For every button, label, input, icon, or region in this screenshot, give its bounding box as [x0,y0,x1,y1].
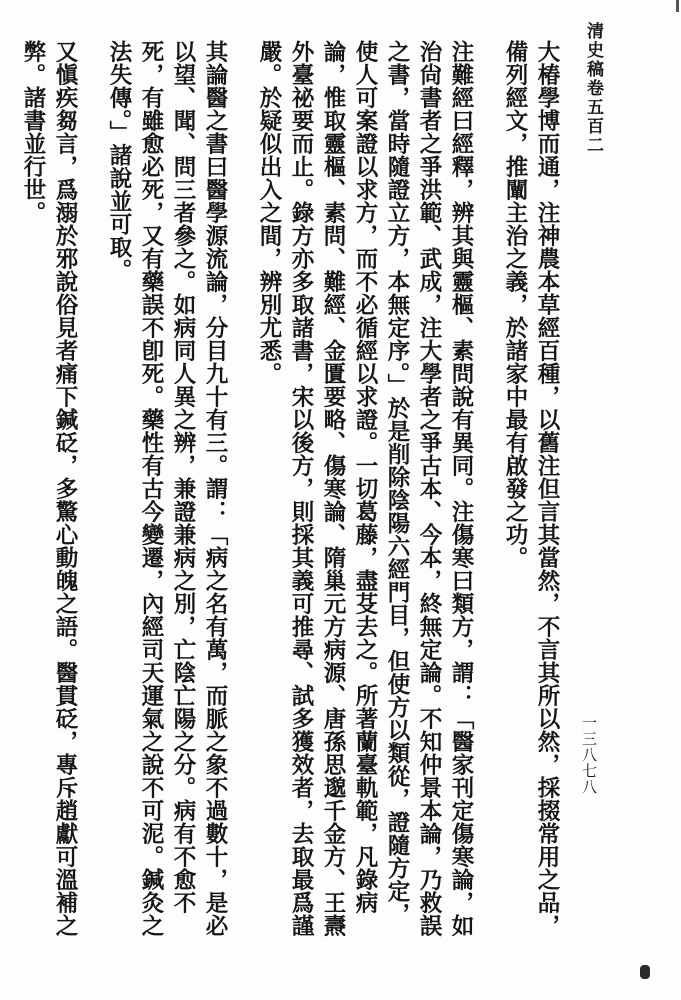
page-number: 一三八七八 [580,715,598,795]
paragraph-2: 注難經曰經釋，辨其與靈樞、素問說有異同。注傷寒曰類方，謂：「醫家刊定傷寒論，如治尙書者之爭洪範、武成，注大學者之爭古本、今本，終無定論。不知仲景本論，乃救誤之書，當時隨證立方，本無定序。」於是削除陰陽六經門目，但使方以類從，證隨方定，使人可案證以求方，而不必循經以求證。一切葛藤，盡芟去之。所著蘭臺軌範，凡錄病論，惟取靈樞、素問、難經、金匱要略、傷寒論、隋巢元方病源、唐孫思邈千金方、王燾外臺祕要而止。錄方亦多取諸書，宋以後方，則採其義可推尋、試多獲效者，去取最爲謹嚴。於疑似出入之間，辨別尤悉。 [256,40,474,937]
paragraph-4: 又愼疾芻言，爲溺於邪說俗見者痛下鍼砭，多驚心動魄之語。醫貫砭，專斥趙獻可溫補之弊。諸書並行世。 [20,40,78,937]
paragraph-3: 其論醫之書曰醫學源流論，分目九十有三。謂：「病之名有萬，而脈之象不過數十，是必以望、聞、問三者參之。如病同人異之辨，兼證兼病之別，亡陰亡陽之分。病有不愈不死，有雖愈必死，又有藥誤不卽死。藥性有古今變遷，內經司天運氣之說不可泥。鍼灸之法失傳。」諸說並可取。 [106,40,228,937]
paragraph-1: 大椿學博而通，注神農本草經百種，以舊注但言其當然，不言其所以然，採掇常用之品，備列經文，推闡主治之義，於諸家中最有啟發之功。 [502,40,560,937]
ink-stain [640,965,650,979]
body-text [17,40,563,940]
running-title: 清史稿卷五百二 [583,22,603,155]
edge-mark [676,0,679,12]
